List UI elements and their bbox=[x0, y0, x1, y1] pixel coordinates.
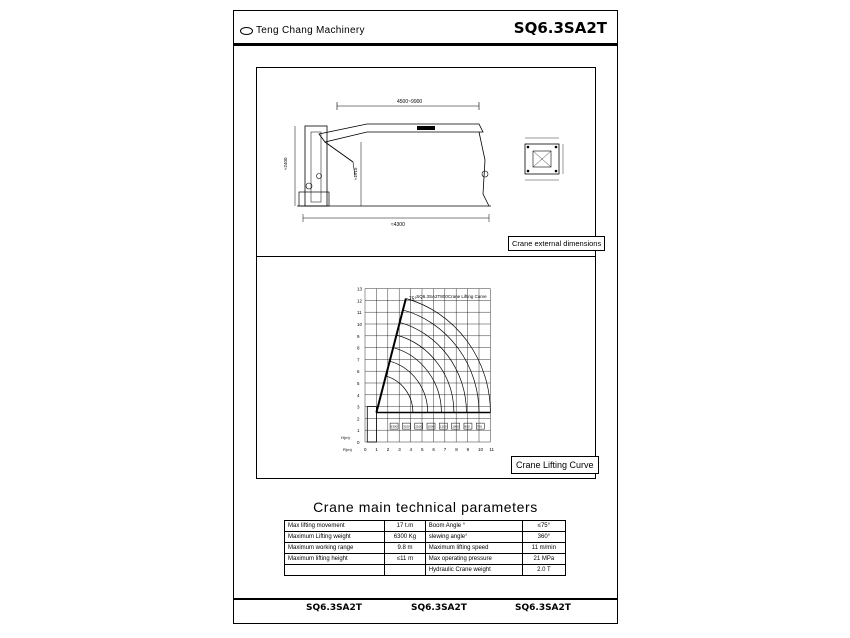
y-tick-label: 8 bbox=[357, 345, 360, 351]
param-value bbox=[385, 565, 426, 576]
param-label: Hydraulic Crane weight bbox=[425, 565, 522, 576]
param-label: Maximum lifting height bbox=[285, 554, 385, 565]
header-rule bbox=[234, 43, 617, 46]
load-label: 1200 bbox=[439, 424, 447, 429]
param-label: slewing angle° bbox=[425, 532, 522, 543]
param-value: ≤11 m bbox=[385, 554, 426, 565]
x-axis-unit: R(m) bbox=[343, 447, 352, 452]
load-curve bbox=[396, 335, 453, 413]
x-tick-label: 4 bbox=[409, 447, 413, 452]
footer-model-2: SQ6.3SA2T bbox=[411, 603, 467, 613]
param-label: Boom Angle ° bbox=[425, 521, 522, 532]
params-row bbox=[285, 543, 566, 554]
lifting-curve-chart bbox=[257, 68, 597, 480]
dim-label-height-right: ≈1915 bbox=[353, 167, 358, 180]
param-label bbox=[285, 565, 385, 576]
x-tick-label: 10 bbox=[478, 447, 484, 452]
crane-column bbox=[367, 407, 376, 442]
param-value: ≤75° bbox=[522, 521, 565, 532]
y-tick-label: 2 bbox=[357, 416, 360, 422]
param-value: 360° bbox=[522, 532, 565, 543]
x-tick-label: 0 bbox=[364, 447, 367, 452]
boom-angle-label: 75° bbox=[408, 296, 417, 303]
y-tick-label: 4 bbox=[357, 392, 360, 398]
model-number: SQ6.3SA2T bbox=[513, 19, 607, 37]
param-label: Maximum Lifting weight bbox=[285, 532, 385, 543]
load-label: 850 bbox=[464, 424, 470, 429]
param-label: Maximum working range bbox=[285, 543, 385, 554]
param-value: 9.8 m bbox=[385, 543, 426, 554]
dim-label-boom: 4500~9900 bbox=[397, 99, 423, 105]
params-row bbox=[285, 565, 566, 576]
y-tick-label: 10 bbox=[357, 322, 363, 327]
caption-external-dimensions: Crane external dimensions bbox=[508, 236, 605, 251]
y-tick-label: 6 bbox=[357, 369, 360, 375]
load-label: 1000 bbox=[452, 424, 459, 429]
param-value: 11 m/min bbox=[522, 543, 565, 554]
chart-title: SQ6.3SA2T800Crane Lifting Curve bbox=[416, 294, 487, 300]
x-tick-label: 6 bbox=[432, 447, 435, 452]
x-tick-label: 1 bbox=[375, 447, 378, 452]
load-label: 3150 bbox=[402, 424, 410, 429]
load-label: 6300 bbox=[390, 424, 398, 429]
param-value: 6300 Kg bbox=[385, 532, 426, 543]
x-tick-label: 11 bbox=[489, 447, 495, 452]
y-tick-label: 7 bbox=[357, 357, 360, 363]
caption-lifting-curve: Crane Lifting Curve bbox=[511, 456, 599, 474]
param-label: Max operating pressure bbox=[425, 554, 522, 565]
y-tick-label: 3 bbox=[357, 404, 360, 410]
boom-75 bbox=[376, 299, 406, 413]
params-row bbox=[285, 532, 566, 543]
y-tick-label: 1 bbox=[357, 428, 360, 434]
y-tick-label: 13 bbox=[357, 286, 363, 292]
y-tick-label: 9 bbox=[357, 333, 360, 339]
params-title: Crane main technical parameters bbox=[313, 499, 538, 515]
y-axis-unit: H(m) bbox=[341, 435, 350, 440]
load-label: 2100 bbox=[415, 424, 422, 429]
drawing-sheet bbox=[233, 10, 618, 624]
param-value: 17 t.m bbox=[385, 521, 426, 532]
dim-label-reach: ≈4300 bbox=[391, 222, 405, 228]
x-tick-label: 3 bbox=[398, 447, 401, 452]
brand-name: Teng Chang Machinery bbox=[256, 25, 365, 36]
params-row bbox=[285, 554, 566, 565]
footer-model-3: SQ6.3SA2T bbox=[515, 603, 571, 613]
param-label: Maximum lifting speed bbox=[425, 543, 522, 554]
x-tick-label: 8 bbox=[455, 447, 458, 452]
param-label: Max lifting movement bbox=[285, 521, 385, 532]
load-label: 700 bbox=[476, 424, 482, 429]
x-tick-label: 7 bbox=[443, 447, 447, 452]
footer-model-1: SQ6.3SA2T bbox=[306, 603, 362, 613]
param-value: 2.0 T bbox=[522, 565, 565, 576]
params-table bbox=[284, 520, 566, 576]
title-block bbox=[234, 11, 617, 43]
param-value: 21 MPa bbox=[522, 554, 565, 565]
load-label: 1500 bbox=[427, 424, 435, 429]
x-tick-label: 5 bbox=[421, 447, 424, 452]
logo-icon bbox=[240, 27, 253, 35]
y-tick-label: 0 bbox=[357, 440, 360, 445]
footer-rule bbox=[234, 598, 617, 600]
y-tick-label: 11 bbox=[357, 310, 362, 316]
x-tick-label: 9 bbox=[466, 447, 470, 452]
y-tick-label: 12 bbox=[357, 298, 363, 304]
drawing-frame bbox=[256, 67, 602, 479]
y-tick-label: 5 bbox=[357, 381, 360, 386]
dim-label-height-left: ≈2400 bbox=[283, 157, 288, 170]
x-tick-label: 2 bbox=[386, 447, 390, 452]
params-row bbox=[285, 521, 566, 532]
